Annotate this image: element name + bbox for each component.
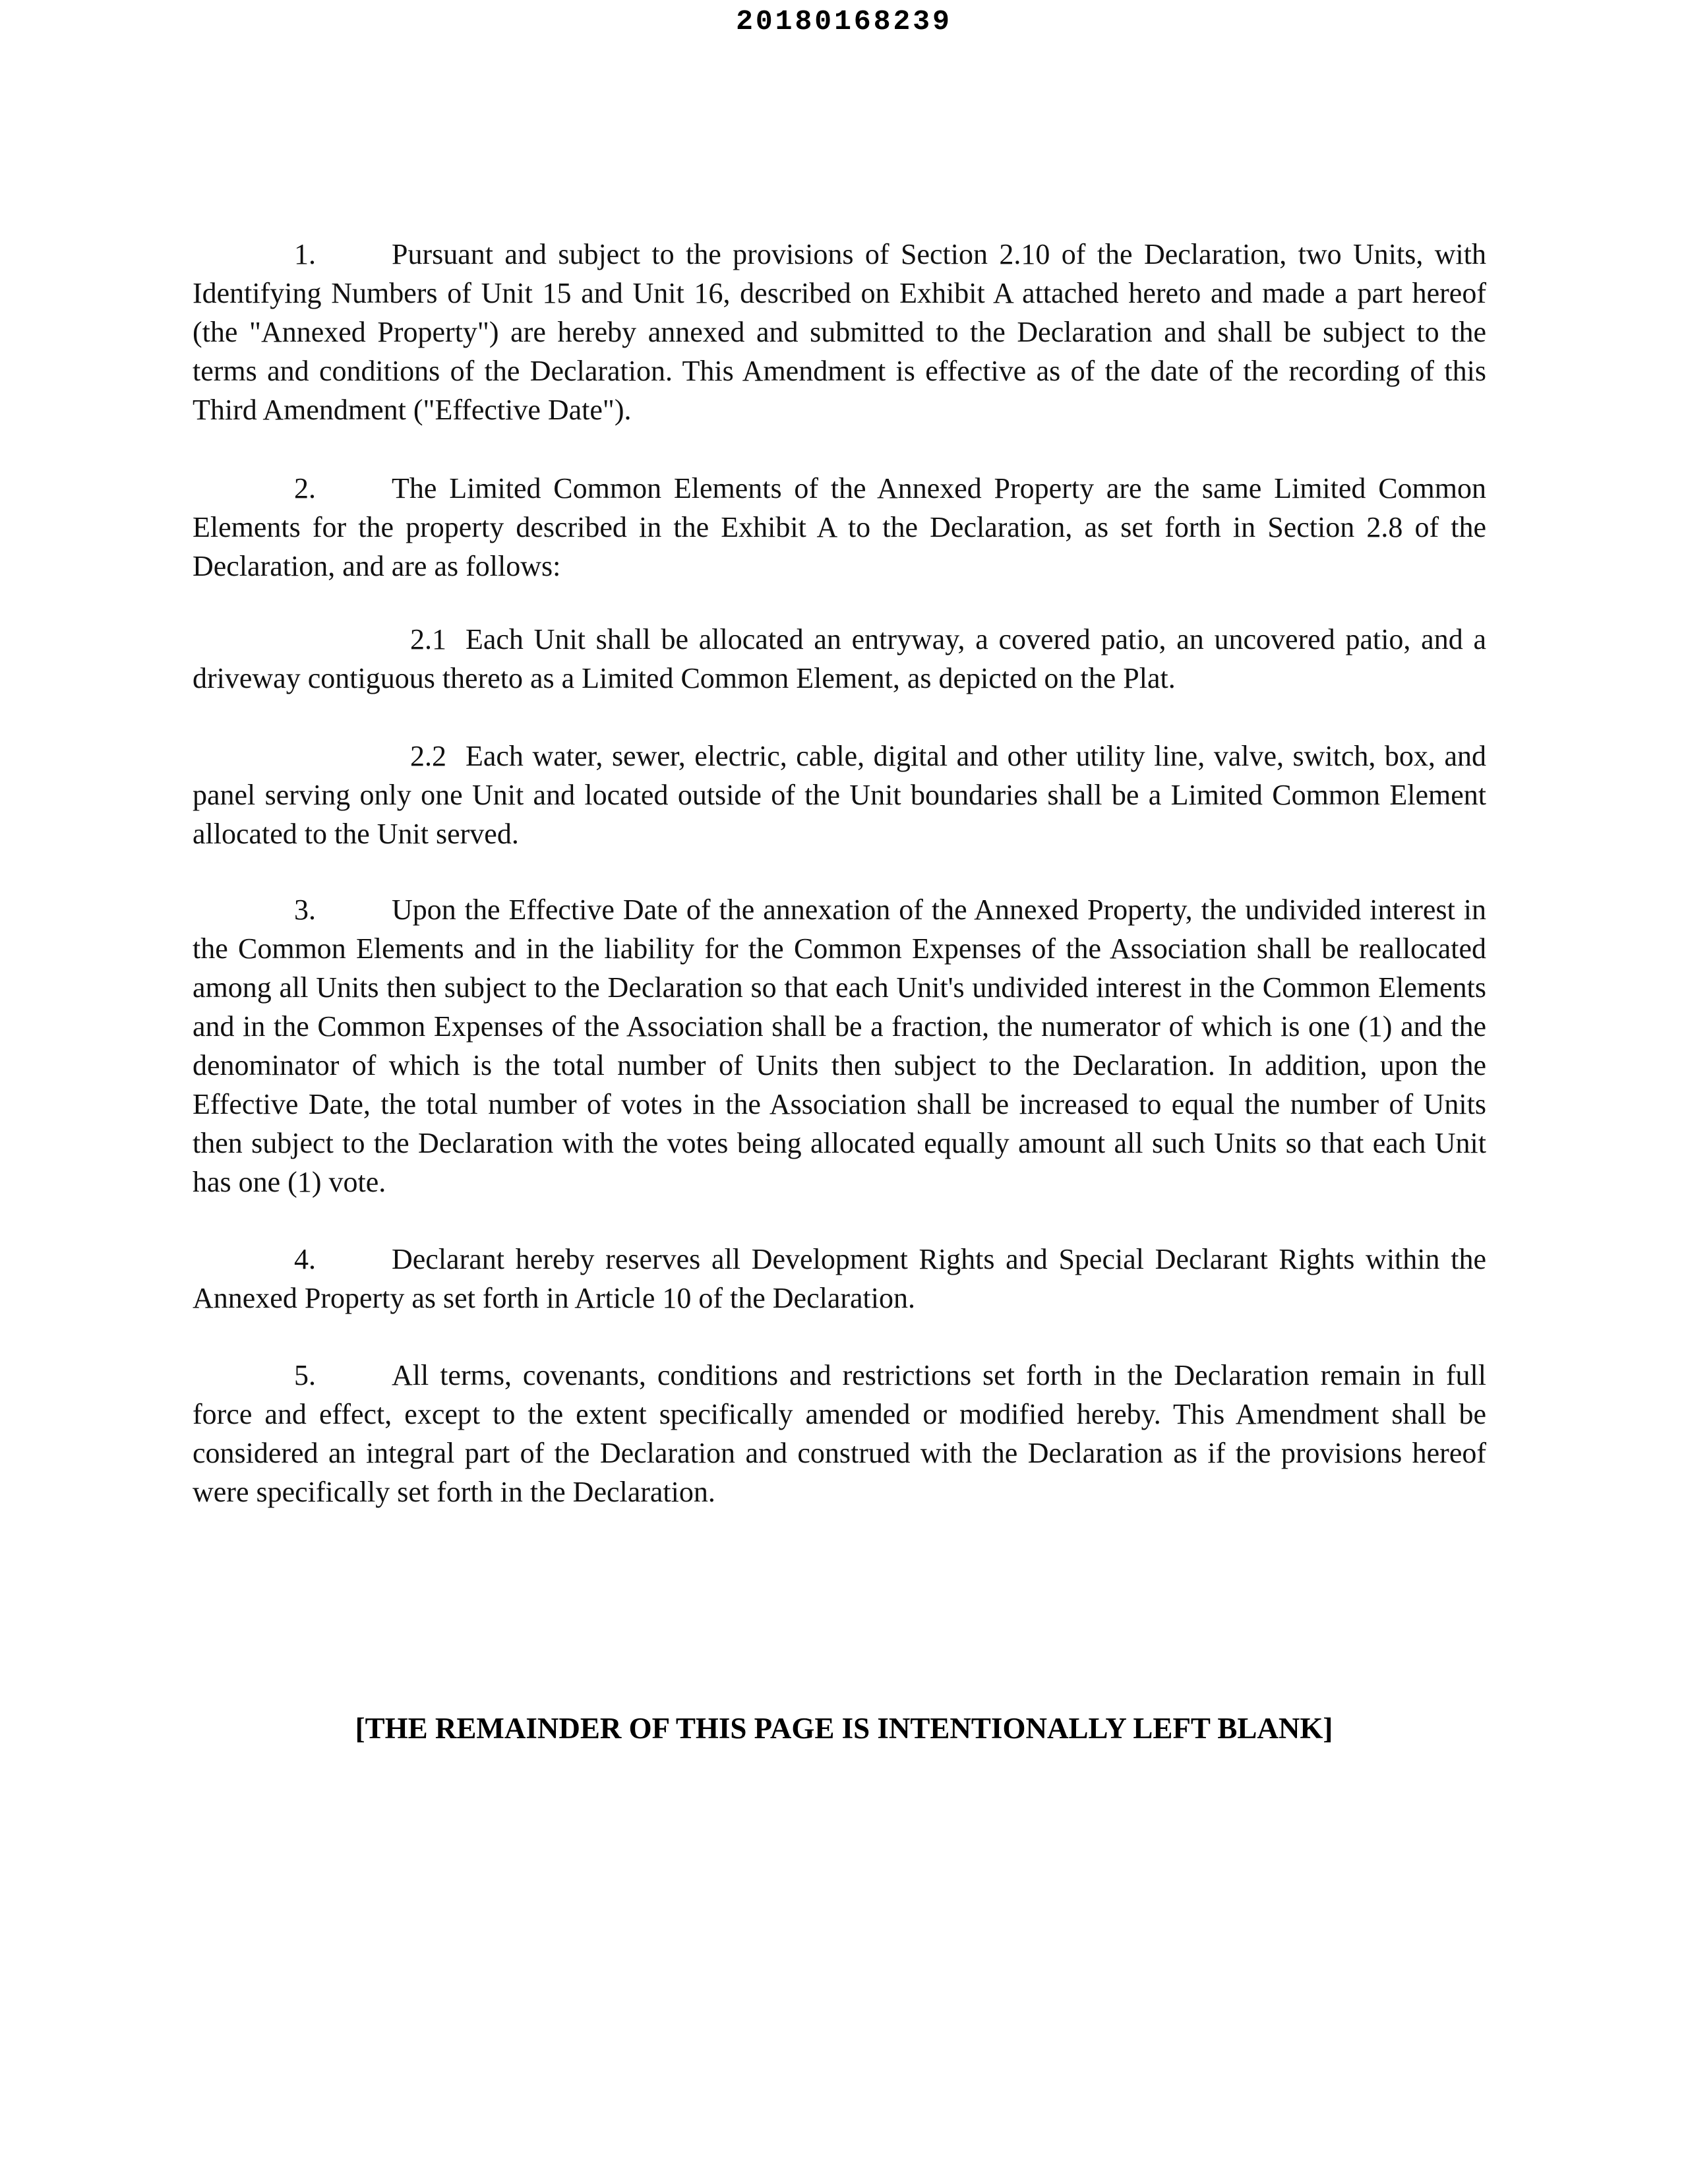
- paragraph-2-2: [193, 737, 1486, 853]
- paragraph-3-number: 3.: [294, 894, 316, 926]
- paragraph-4-text: Declarant hereby reserves all Development Rights and Special Declarant Rights within the Annexed Property as set forth in Article 10 of the Declaration.: [193, 1243, 1486, 1314]
- paragraph-2-1-number: 2.1: [410, 623, 446, 655]
- paragraph-2-text: The Limited Common Elements of the Annexed Property are the same Limited Common Elements for the property described in the Exhibit A to the Declaration, as set forth in Section 2.8 of the Declaration, and are as follows:: [193, 472, 1486, 582]
- paragraph-5: [193, 1356, 1486, 1511]
- paragraph-5-text: All terms, covenants, conditions and restrictions set forth in the Declaration remain in full force and effect, except to the extent specifically amended or modified hereby. This Amendment shall be considered an integral part of the Declaration and construed with the Declaration as if the provisions hereof were specifically set forth in the Declaration.: [193, 1359, 1486, 1508]
- paragraph-2: [193, 469, 1486, 586]
- paragraph-3-text: Upon the Effective Date of the annexation of the Annexed Property, the undivided interest in the Common Elements and in the liability for the Common Expenses of the Association shall be reallocated among all Units then subject to the Declaration so that each Unit's undivided interest in the Common Elements and in the Common Expenses of the Association shall be a fraction, the numerator of which is one (1) and the denominator of which is the total number of Units then subject to the Declaration. In addition, upon the Effective Date, the total number of votes in the Association shall be increased to equal the number of Units then subject to the Declaration with the votes being allocated equally amount all such Units so that each Unit has one (1) vote.: [193, 894, 1486, 1198]
- paragraph-2-2-text: Each water, sewer, electric, cable, digital and other utility line, valve, switch, box, and panel serving only one Unit and located outside of the Unit boundaries shall be a Limited Common Element allocated to the Unit served.: [193, 740, 1486, 850]
- paragraph-5-number: 5.: [294, 1359, 316, 1391]
- paragraph-2-1-text: Each Unit shall be allocated an entryway, a covered patio, an uncovered patio, and a driveway contiguous thereto as a Limited Common Element, as depicted on the Plat.: [193, 623, 1486, 694]
- paragraph-1-text: Pursuant and subject to the provisions of Section 2.10 of the Declaration, two Units, with Identifying Numbers of Unit 15 and Unit 16, described on Exhibit A attached hereto and made a part hereof (the "Annexed Property") are hereby annexed and submitted to the Declaration and shall be subject to the terms and conditions of the Declaration. This Amendment is effective as of the date of the recording of this Third Amendment ("Effective Date").: [193, 238, 1486, 426]
- paragraph-4: [193, 1240, 1486, 1318]
- paragraph-1: [193, 235, 1486, 429]
- paragraph-2-1: [193, 620, 1486, 698]
- paragraph-3: [193, 890, 1486, 1201]
- paragraph-2-number: 2.: [294, 472, 316, 504]
- paragraph-4-number: 4.: [294, 1243, 316, 1275]
- paragraph-2-2-number: 2.2: [410, 740, 446, 772]
- intentionally-blank-note: [THE REMAINDER OF THIS PAGE IS INTENTIONALLY LEFT BLANK]: [355, 1712, 1333, 1745]
- document-body: [193, 235, 1486, 1551]
- document-number: 20180168239: [736, 5, 952, 38]
- paragraph-1-number: 1.: [294, 238, 316, 270]
